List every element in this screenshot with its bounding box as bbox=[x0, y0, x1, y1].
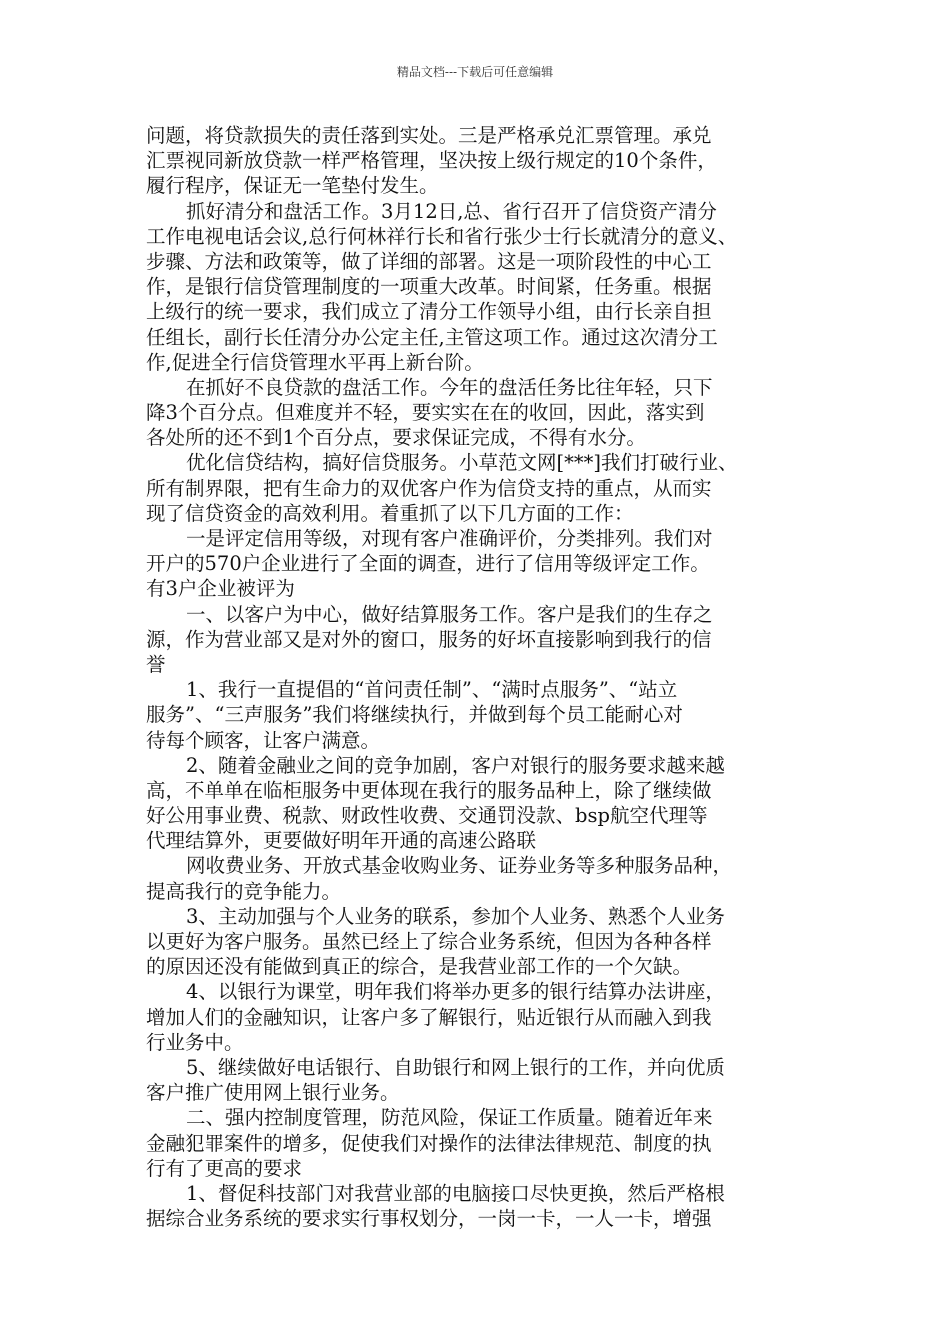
text-line: 上级行的统一要求，我们成立了清分工作领导小组，由行长亲自担 bbox=[146, 300, 712, 324]
text-line: 源，作为营业部又是对外的窗口，服务的好坏直接影响到我行的信 bbox=[146, 627, 712, 651]
text-line: 以更好为客户服务。虽然已经上了综合业务系统，但因为各种各样 bbox=[146, 930, 712, 953]
text-line: 抓好清分和盘活工作。3月12日,总、省行召开了信贷资产清分 bbox=[186, 199, 717, 223]
text-line: 1、督促科技部门对我营业部的电脑接口尽快更换，然后严格根 bbox=[186, 1181, 725, 1205]
text-line: 行有了更高的要求 bbox=[146, 1156, 303, 1180]
text-line: 的原因还没有能做到真正的综合，是我营业部工作的一个欠缺。 bbox=[146, 955, 693, 979]
text-line: 誉 bbox=[146, 652, 166, 676]
text-line: 4、以银行为课堂，明年我们将举办更多的银行结算办法讲座， bbox=[186, 980, 725, 1004]
text-line: 作，是银行信贷管理制度的一项重大改革。时间紧，任务重。根据 bbox=[146, 275, 712, 299]
text-line: 提高我行的竞争能力。 bbox=[146, 879, 342, 903]
text-line: 降3个百分点。但难度并不轻，要实实在在的收回，因此，落实到 bbox=[146, 401, 705, 425]
text-line: 高，不单单在临柜服务中更体现在我行的服务品种上，除了继续做 bbox=[146, 778, 712, 802]
text-line: 优化信贷结构，搞好信贷服务。小草范文网[***]我们打破行业、 bbox=[186, 451, 738, 475]
text-line: 2、随着金融业之间的竞争加剧，客户对银行的服务要求越来越 bbox=[186, 753, 725, 777]
text-line: 汇票视同新放贷款一样严格管理，坚决按上级行规定的10个条件， bbox=[146, 149, 717, 173]
text-line: 一是评定信用等级，对现有客户准确评价，分类排列。我们对 bbox=[186, 527, 713, 550]
text-line: 代理结算外，更要做好明年开通的高速公路联 bbox=[146, 829, 537, 853]
text-line: 5、继续做好电话银行、自助银行和网上银行的工作，并向优质 bbox=[186, 1055, 725, 1079]
text-line: 好公用事业费、税款、财政性收费、交通罚没款、bsp航空代理等 bbox=[146, 804, 708, 828]
text-line: 服务”、“三声服务”我们将继续执行，并做到每个员工能耐心对 bbox=[146, 703, 683, 727]
text-line: 所有制界限，把有生命力的双优客户作为信贷支持的重点，从而实 bbox=[146, 476, 712, 500]
text-line: 二、强内控制度管理，防范风险，保证工作质量。随着近年来 bbox=[186, 1106, 713, 1130]
text-line: 任组长，副行长任清分办公定主任,主管这项工作。通过这次清分工 bbox=[146, 325, 718, 349]
text-line: 一、以客户为中心，做好结算服务工作。客户是我们的生存之 bbox=[186, 602, 713, 626]
text-line: 待每个顾客，让客户满意。 bbox=[146, 728, 381, 752]
text-line: 客户推广使用网上银行业务。 bbox=[146, 1081, 400, 1105]
text-line: 金融犯罪案件的增多，促使我们对操作的法律法律规范、制度的执 bbox=[146, 1131, 712, 1155]
text-line: 履行程序，保证无一笔垫付发生。 bbox=[146, 174, 439, 198]
text-line: 工作电视电话会议,总行何林祥行长和省行张少士行长就清分的意义、 bbox=[146, 224, 738, 248]
text-line: 据综合业务系统的要求实行事权划分，一岗一卡，一人一卡，增强 bbox=[146, 1207, 712, 1231]
text-line: 现了信贷资金的高效利用。着重抓了以下几方面的工作： bbox=[146, 501, 634, 525]
page-header: 精品文档---下载后可任意编辑 bbox=[396, 65, 554, 79]
text-line: 问题，将贷款损失的责任落到实处。三是严格承兑汇票管理。承兑 bbox=[146, 124, 712, 147]
text-line: 开户的570户企业进行了全面的调查，进行了信用等级评定工作。 bbox=[146, 552, 710, 576]
text-line: 在抓好不良贷款的盘活工作。今年的盘活任务比往年轻，只下 bbox=[186, 375, 713, 399]
text-line: 作,促进全行信贷管理水平再上新台阶。 bbox=[146, 350, 484, 374]
text-line: 3、主动加强与个人业务的联系，参加个人业务、熟悉个人业务 bbox=[186, 904, 725, 928]
document-body bbox=[146, 123, 806, 1231]
text-line: 步骤、方法和政策等，做了详细的部署。这是一项阶段性的中心工 bbox=[146, 249, 712, 273]
text-line: 行业务中。 bbox=[146, 1030, 244, 1054]
text-line: 有3户企业被评为 bbox=[146, 577, 295, 601]
text-line: 各处所的还不到1个百分点，要求保证完成，不得有水分。 bbox=[146, 426, 646, 450]
text-line: 网收费业务、开放式基金收购业务、证券业务等多种服务品种， bbox=[186, 854, 733, 878]
text-line: 增加人们的金融知识，让客户多了解银行，贴近银行从而融入到我 bbox=[146, 1005, 712, 1029]
text-line: 1、我行一直提倡的“首问责任制”、“满时点服务”、“站立 bbox=[186, 678, 678, 702]
